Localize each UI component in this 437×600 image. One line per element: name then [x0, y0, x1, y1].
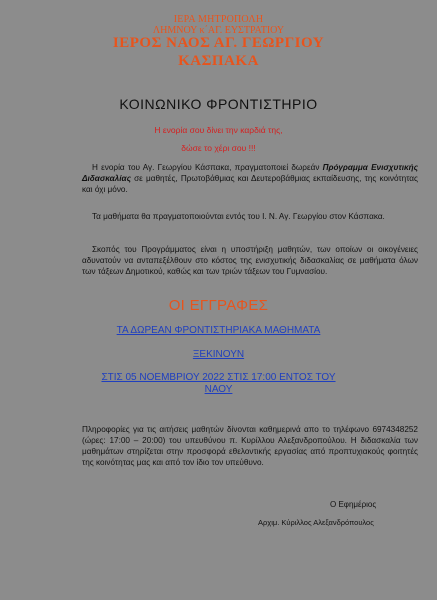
start-line: ΞΕΚΙΝΟΥΝ	[192, 349, 245, 360]
document-title: ΚΟΙΝΩΝΙΚΟ ΦΡΟΝΤΙΣΤΗΡΙΟ	[119, 96, 318, 112]
intro-text-start: Η ενορία του Αγ. Γεωργίου Κάσπακα, πραγματοποιεί δωρεάν	[92, 163, 323, 172]
free-lessons-line: ΤΑ ΔΩΡΕΑΝ ΦΡΟΝΤΙΣΤΗΡΙΑΚΑ ΜΑΘΗΜΑΤΑ	[116, 325, 321, 336]
location-paragraph: Τα μαθήματα θα πραγματοποιούνται εντός του Ι. Ν. Αγ. Γεωργίου στον Κάσπακα.	[92, 212, 385, 221]
header-village: ΚΑΣΠΑΚΑ	[178, 53, 259, 69]
slogan-line-2: δώσε το χέρι σου !!!	[181, 143, 256, 153]
purpose-paragraph: Σκοπός του Προγράμματος είναι η υποστήριξη μαθητών, των οποίων οι οικογένειες αδυνατούν να ανταπεξέλθουν στο κόστος της ενισχυτικής διδασκαλίας σε μαθήματα όλων των τάξεων Δημοτικού, καθώς και των τριών τάξεων του Γυμνασίου.	[82, 245, 418, 276]
program-name: Πρόγραμμα Ενισχυτικής Διδασκαλίας	[82, 163, 418, 183]
date-line-end: ΝΑΟΥ	[204, 384, 233, 395]
signature-name: Αρχιμ. Κύριλλος Αλεξανδρόπουλος	[258, 518, 374, 527]
intro-paragraph	[82, 162, 418, 195]
date-line: ΣΤΙΣ 05 ΝΟΕΜΒΡΙΟΥ 2022 ΣΤΙΣ 17:00 ΕΝΤΟΣ ΤΟΥ	[101, 372, 336, 383]
signature-role: Ο Εφημέριος	[330, 500, 377, 509]
info-paragraph: Πληροφορίες για τις αιτήσεις μαθητών δίνονται καθημερινά απο το τηλέφωνο 6974348252 (ώρες: 17:00 – 20:00) του υπευθύνου π. Κυρίλλου Αλεξανδροπούλου. Η διδασκαλία των μαθημάτων στηρίζεται στην προσφορά εθελοντικής εργασίας από προπτυχιακούς φοιτητές της κοινότητας μας και από τον ίδιο τον υπεύθυνο.	[82, 425, 418, 467]
intro-text-end: σε μαθητές, Πρωτοβάθμιας και Δευτεροβάθμιας εκπαίδευσης, της κοινότητας και όχι μόνο.	[82, 174, 418, 194]
slogan-line-1: Η ενορία σου δίνει την καρδιά της,	[154, 125, 283, 135]
header-diocese: ΛΗΜΝΟΥ κ΄ΑΓ. ΕΥΣΤΡΑΤΙΟΥ	[152, 25, 285, 36]
header-metropolis: ΙΕΡΑ ΜΗΤΡΟΠΟΛΗ	[173, 14, 264, 25]
header-church: ΙΕΡΟΣ ΝΑΟΣ ΑΓ. ΓΕΩΡΓΙΟΥ	[112, 35, 325, 51]
registrations-heading: ΟΙ ΕΓΓΡΑΦΕΣ	[168, 297, 269, 314]
